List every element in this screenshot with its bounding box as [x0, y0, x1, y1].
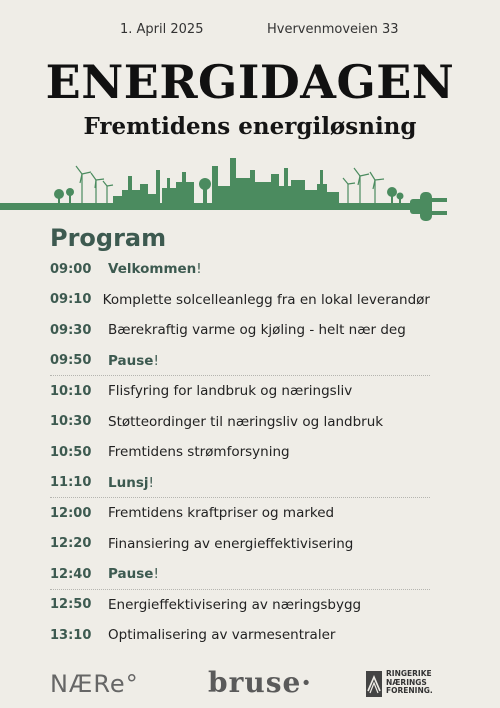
agenda-suffix: ! — [153, 566, 159, 583]
agenda-text: Energieffektivisering av næringsbygg — [108, 596, 362, 613]
agenda-session-title — [108, 444, 290, 460]
agenda-session-title — [108, 536, 353, 552]
agenda-row — [50, 529, 430, 560]
rnf-line-1: RINGERIKE — [386, 669, 432, 678]
agenda-text: Lunsj — [108, 474, 149, 491]
agenda-row — [50, 315, 430, 346]
agenda-text: Optimalisering av varmesentraler — [108, 627, 336, 644]
agenda-time: 13:10 — [50, 627, 92, 643]
agenda-text: Fremtidens strømforsyning — [108, 444, 290, 461]
agenda-suffix: ! — [153, 352, 159, 369]
agenda-time: 12:00 — [50, 505, 92, 521]
page-title: ENERGIDAGEN — [45, 55, 455, 109]
agenda-row — [50, 376, 430, 407]
agenda-row — [50, 437, 430, 468]
agenda-time: 12:50 — [50, 597, 92, 613]
agenda-row — [50, 346, 430, 377]
agenda-row — [50, 254, 430, 285]
agenda-session-title — [108, 505, 334, 521]
agenda-time: 10:50 — [50, 444, 92, 460]
agenda-text: Velkommen — [108, 261, 197, 278]
agenda-row — [50, 498, 430, 529]
agenda-row — [50, 620, 430, 651]
rnf-line-2: NÆRINGS — [386, 677, 427, 687]
agenda-session-title — [108, 597, 361, 613]
agenda-session-title — [108, 627, 335, 643]
agenda-time: 12:20 — [50, 536, 92, 552]
agenda-list — [50, 254, 430, 651]
agenda-text: Bærekraftig varme og kjøling - helt nær deg — [108, 322, 406, 339]
agenda-row — [50, 407, 430, 438]
tree-icon — [54, 188, 74, 204]
ringerike-naeringsforening-logo — [366, 668, 466, 698]
agenda-text: Komplette solcelleanlegg fra en lokal leverandør — [102, 291, 430, 308]
agenda-break-label — [108, 353, 159, 369]
agenda-row — [50, 468, 430, 499]
city-skyline-illustration — [0, 150, 500, 234]
agenda-time: 10:30 — [50, 414, 92, 430]
rnf-line-3: FORENING. — [386, 686, 433, 695]
agenda-text: Finansiering av energieffektivisering — [108, 535, 354, 552]
agenda-time: 10:10 — [50, 383, 92, 399]
agenda-session-title — [108, 322, 406, 338]
agenda-time: 09:30 — [50, 322, 92, 338]
agenda-time: 09:00 — [50, 261, 92, 277]
wind-turbine-icon — [76, 166, 113, 204]
agenda-session-title — [103, 292, 430, 308]
rnf-emblem-icon — [366, 671, 382, 697]
agenda-text: Pause — [108, 566, 154, 583]
agenda-time: 11:10 — [50, 475, 92, 491]
agenda-break-label — [108, 261, 202, 277]
agenda-row — [50, 285, 430, 316]
event-info — [0, 22, 500, 40]
agenda-time: 09:10 — [50, 292, 92, 308]
wind-turbine-icon — [343, 168, 384, 204]
plug-icon — [410, 192, 447, 221]
event-address: Hvervenmoveien 33 — [267, 22, 399, 37]
agenda-break-label — [108, 566, 159, 582]
agenda-break-label — [108, 475, 154, 491]
agenda-session-title — [108, 383, 352, 399]
agenda-suffix: ! — [196, 261, 202, 278]
agenda-row — [50, 559, 430, 590]
event-date: 1. April 2025 — [120, 22, 204, 37]
naere-logo: NÆRe° — [50, 670, 139, 698]
agenda-text: Fremtidens kraftpriser og marked — [108, 505, 335, 522]
sponsor-logos — [0, 664, 500, 704]
program-heading: Program — [50, 224, 167, 252]
agenda-time: 09:50 — [50, 353, 92, 369]
agenda-text: Flisfyring for landbruk og næringsliv — [108, 383, 353, 400]
bruse-logo: bruse· — [208, 666, 313, 699]
tree-icon — [387, 187, 404, 204]
agenda-text: Pause — [108, 352, 154, 369]
agenda-time: 12:40 — [50, 566, 92, 582]
agenda-session-title — [108, 414, 383, 430]
agenda-text: Støtteordinger til næringsliv og landbruk — [108, 413, 384, 430]
agenda-row — [50, 590, 430, 621]
page-subtitle: Fremtidens energiløsning — [83, 113, 417, 140]
agenda-suffix: ! — [148, 474, 154, 491]
